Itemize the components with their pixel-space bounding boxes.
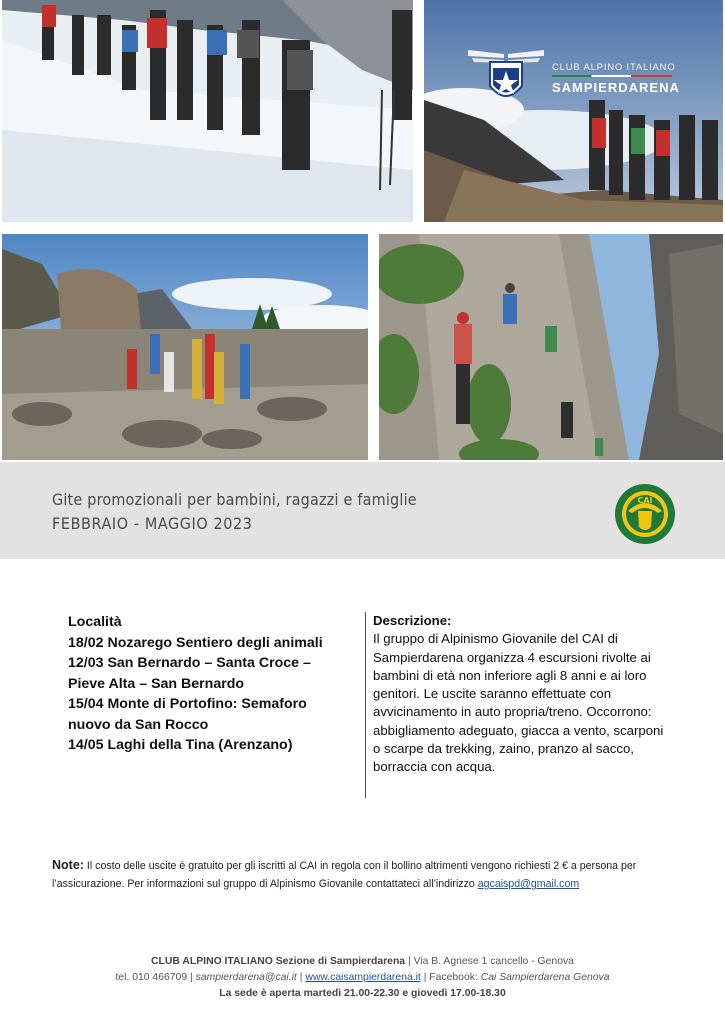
- note-text: Il costo delle uscite è gratuito per gli iscritti al CAI in regola con il bollino altrimenti vengono richiesti 2 € a persona per l’assicurazione. Per informazioni sul gruppo di Alpinismo Giovanile contattateci all’indirizzo: [52, 860, 637, 890]
- location-line: Pieve Alta – San Bernardo: [68, 675, 245, 692]
- column-divider: [365, 612, 366, 798]
- location-line: 18/02 Nozarego Sentiero degli animali: [68, 634, 323, 651]
- cai-eagle-badge-icon: [466, 42, 546, 108]
- note-paragraph: [52, 856, 672, 893]
- footer-email[interactable]: sampierdarena@cai.it: [195, 972, 297, 983]
- location-line: 14/05 Laghi della Tina (Arenzano): [68, 737, 293, 753]
- band-title: Gite promozionali per bambini, ragazzi e famiglie: [52, 490, 417, 509]
- band-dates: FEBBRAIO - MAGGIO 2023: [52, 514, 253, 533]
- cai-seal-icon: [614, 483, 676, 545]
- footer-facebook-link[interactable]: Cai Sampierdarena Genova: [480, 972, 610, 983]
- location-line: 15/04 Monte di Portofino: Semaforo: [68, 696, 307, 712]
- photo-ridge-group: [424, 0, 723, 222]
- description-text: Il gruppo di Alpinismo Giovanile del CAI di Sampierdarena organizza 4 escursioni rivolte ai bambini di età non inferiore agli 8 anni e ai loro genitori. Le uscite saranno effettuate con avvicinamento in auto propria/treno. Occorrono: abbigliamento adeguato, giacca a vento, scarponi o scarpe da trekking, zaino, pranzo al sacco, borraccia con acqua.: [373, 631, 664, 775]
- seal-text: CAI: [637, 496, 653, 505]
- footer-sep: |: [299, 972, 303, 983]
- footer-phone: tel. 010 466709: [115, 972, 188, 983]
- note-email-link[interactable]: agcaispd@gmail.com: [477, 878, 580, 890]
- header-logo-flag-line: [552, 75, 672, 77]
- location-line: nuovo da San Rocco: [68, 716, 209, 733]
- footer-org: CLUB ALPINO ITALIANO Sezione di Sampierdarena: [151, 956, 406, 967]
- footer-website-link[interactable]: www.caisampierdarena.it: [305, 972, 421, 983]
- footer-sep: |: [407, 956, 411, 967]
- footer: [0, 954, 725, 1002]
- footer-line-3: [0, 986, 725, 1002]
- footer-address: Via B. Agnese 1 cancello - Genova: [413, 956, 574, 967]
- footer-facebook-label: Facebook:: [429, 972, 478, 983]
- footer-line-1: [0, 954, 725, 970]
- header-logo-section: SAMPIERDARENA: [552, 80, 680, 95]
- locations-list: [68, 612, 358, 756]
- location-line: 12/03 San Bernardo – Santa Croce –: [68, 655, 311, 671]
- photo-rocky-valley: [2, 234, 368, 460]
- cai-header-logo: [466, 42, 678, 108]
- footer-hours: La sede è aperta martedì 21.00-22.30 e giovedì 17.00-18.30: [219, 988, 506, 999]
- photo-climbing-wall: [379, 234, 723, 460]
- footer-sep: |: [190, 972, 193, 983]
- note-label: Note:: [52, 858, 84, 872]
- header-logo-name: CLUB ALPINO ITALIANO: [552, 62, 676, 73]
- description-heading: Descrizione:: [373, 613, 452, 628]
- footer-sep: |: [423, 972, 427, 983]
- photo-snow-hike: [2, 0, 413, 222]
- locations-heading: Località: [68, 614, 122, 630]
- description-block: [373, 612, 673, 777]
- footer-line-2: [0, 970, 725, 986]
